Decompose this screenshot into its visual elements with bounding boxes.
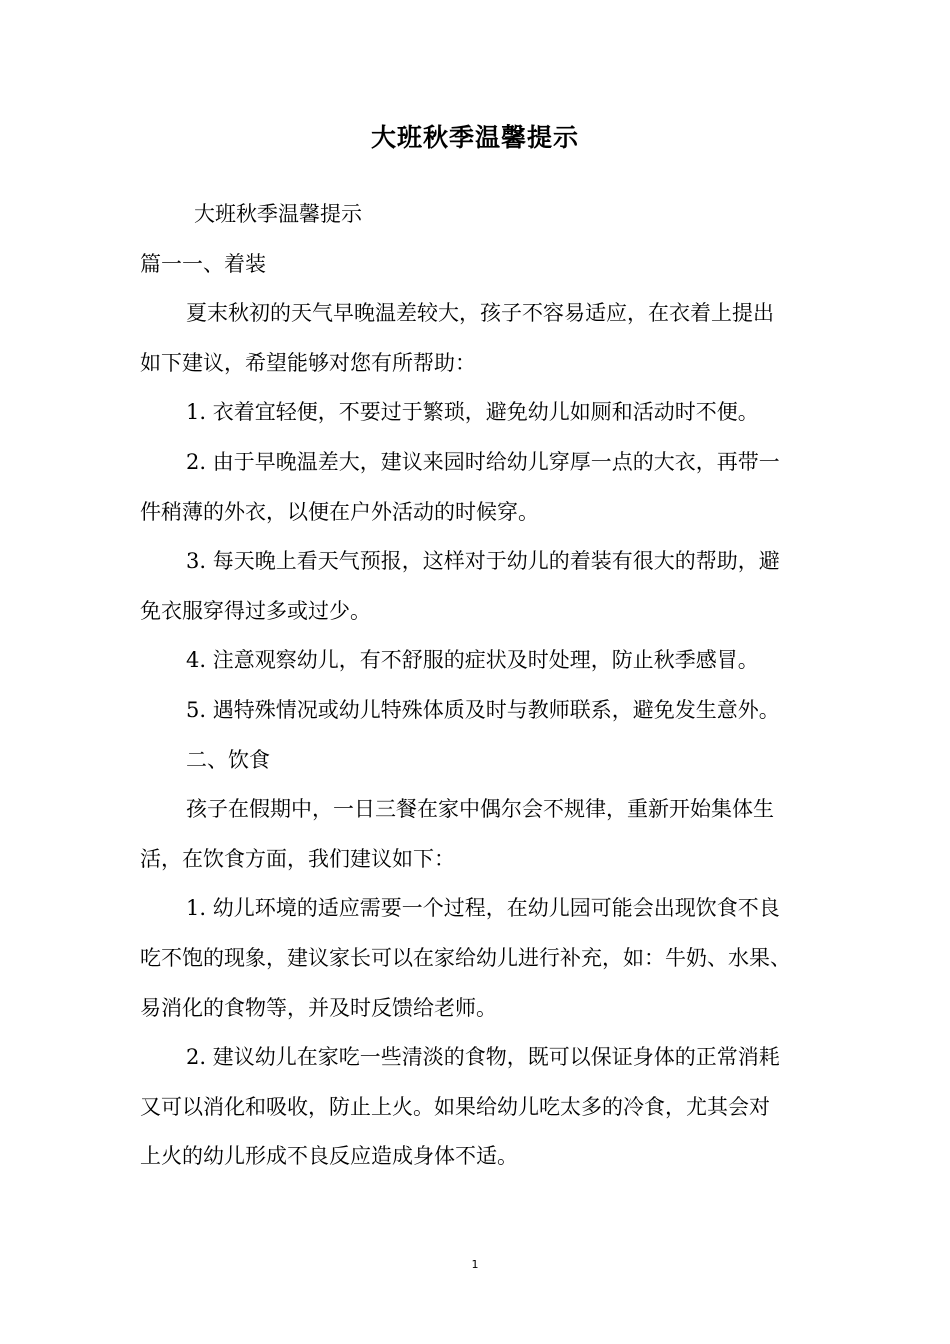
paragraph-line: 活，在饮食方面，我们建议如下： xyxy=(140,846,455,871)
paragraph-line: 孩子在假期中，一日三餐在家中偶尔会不规律，重新开始集体生 xyxy=(186,797,774,822)
list-item-line: 4. 注意观察幼儿，有不舒服的症状及时处理，防止秋季感冒。 xyxy=(186,648,759,673)
list-item-line: 2. 由于早晚温差大，建议来园时给幼儿穿厚一点的大衣，再带一 xyxy=(186,449,780,474)
list-item-line: 吃不饱的现象，建议家长可以在家给幼儿进行补充，如：牛奶、水果、 xyxy=(140,945,791,970)
list-item-line: 件稍薄的外衣，以便在户外活动的时候穿。 xyxy=(140,499,539,524)
document-body xyxy=(140,190,824,1182)
list-item-line: 易消化的食物等，并及时反馈给老师。 xyxy=(140,995,497,1020)
subtitle-line: 大班秋季温馨提示 xyxy=(194,202,362,226)
page-number: 1 xyxy=(471,1258,479,1271)
list-item-line: 3. 每天晚上看天气预报，这样对于幼儿的着装有很大的帮助，避 xyxy=(186,549,780,574)
list-item-line: 1. 衣着宜轻便，不要过于繁琐，避免幼儿如厕和活动时不便。 xyxy=(186,400,759,425)
section-heading-diet: 二、饮食 xyxy=(186,747,270,772)
list-item-line: 5. 遇特殊情况或幼儿特殊体质及时与教师联系，避免发生意外。 xyxy=(186,697,780,722)
paragraph-line: 夏末秋初的天气早晚温差较大，孩子不容易适应，在衣着上提出 xyxy=(186,301,774,326)
section-heading-clothing: 篇一一、着装 xyxy=(140,251,266,276)
document-title: 大班秋季温馨提示 xyxy=(370,123,579,152)
paragraph-line: 如下建议，希望能够对您有所帮助： xyxy=(140,350,476,375)
list-item-line: 2. 建议幼儿在家吃一些清淡的食物，既可以保证身体的正常消耗 xyxy=(186,1045,780,1070)
list-item-line: 又可以消化和吸收，防止上火。如果给幼儿吃太多的冷食，尤其会对 xyxy=(140,1094,770,1119)
list-item-line: 1. 幼儿环境的适应需要一个过程，在幼儿园可能会出现饮食不良 xyxy=(186,896,780,921)
list-item-line: 免衣服穿得过多或过少。 xyxy=(140,598,371,623)
list-item-line: 上火的幼儿形成不良反应造成身体不适。 xyxy=(140,1144,518,1169)
